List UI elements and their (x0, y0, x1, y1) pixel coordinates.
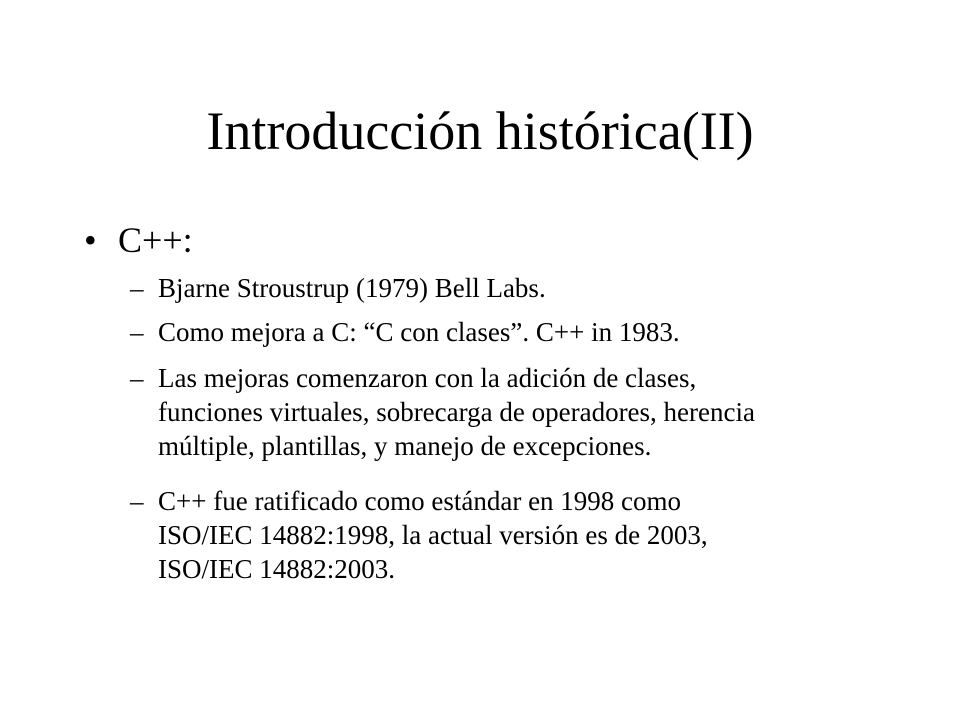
sub-bullet-text: Como mejora a C: “C con clases”. C++ in 1983. (158, 317, 680, 347)
sub-bullet-item (130, 484, 870, 586)
sub-bullet-item (130, 361, 870, 463)
dash-marker: – (130, 363, 144, 393)
bullet-label: C++: (118, 220, 193, 260)
dash-marker: – (130, 486, 144, 516)
bullet-marker: • (84, 220, 97, 260)
slide-title: Introducción histórica(II) (206, 101, 754, 161)
sub-bullet-text: C++ fue ratificado como estándar en 1998 como ISO/IEC 14882:1998, la actual versión es de 2003, ISO/IEC 14882:2003. (158, 486, 708, 584)
sub-bullet-text: Bjarne Stroustrup (1979) Bell Labs. (158, 273, 546, 303)
dash-marker: – (130, 317, 144, 347)
sub-bullet-text: Las mejoras comenzaron con la adición de clases, funciones virtuales, sobrecarga de operadores, herencia múltiple, plantillas, y manejo de excepciones. (158, 363, 755, 461)
sub-bullet-item (130, 315, 870, 349)
dash-marker: – (130, 273, 144, 303)
sub-bullet-item (130, 271, 870, 305)
